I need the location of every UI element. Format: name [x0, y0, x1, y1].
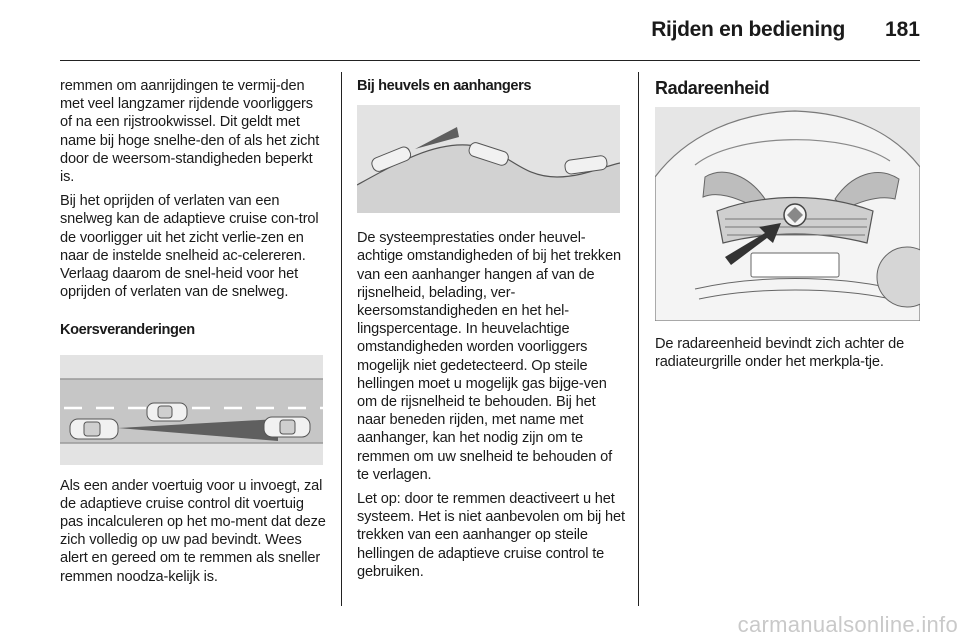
paragraph: remmen om aanrijdingen te vermij-den met veel langzamer rijdende voorliggers of na een rijstrookwissel. Dit geldt met name bij hoge snelhe-den of als het zicht door de weersom-standigheden beperkt is.: [60, 78, 320, 186]
header-divider: [60, 60, 920, 61]
paragraph: Als een ander voertuig voor u invoegt, zal de adaptieve cruise control dit voertuig pas incalculeren op het mo-ment dat deze zich volledig op uw pad bevindt. Wees alert en gereed om te remmen als sneller remmen noodza-kelijk is.: [60, 477, 326, 585]
column-divider-2: [638, 72, 639, 606]
paragraph: De systeemprestaties onder heuvel-achtige omstandigheden of bij het trekken van een aanhanger hangen af van de rijsnelheid, belading, ver-keersomstandigheden en het hel-lingspercentage. In heuvelachtige omstandigheden worden voorliggers mogelijk niet gedetecteerd. Op steile hellingen moet u mogelijk gas bijge-ven om de rijsnelheid te behouden. Bij het naar beneden rijden, met name met aanhanger, kan het nodig zijn om te remmen om uw snelheid te behouden of te verlagen.: [357, 230, 622, 483]
section-heading-radar-unit: Radareenheid: [655, 78, 770, 98]
section-title: Rijden en bediening: [651, 18, 845, 41]
watermark: carmanualsonline.info: [737, 612, 958, 637]
paragraph: De radareenheid bevindt zich achter de radiateurgrille onder het merkpla-tje.: [655, 336, 905, 371]
section-heading-hills-trailers: Bij heuvels en aanhangers: [357, 78, 532, 94]
section-heading-lane-change: Koersveranderingen: [60, 322, 195, 339]
column-3: [655, 77, 920, 371]
column-divider-1: [341, 72, 342, 606]
car-own: [70, 419, 118, 439]
column-2: [357, 77, 627, 581]
lane-change-illustration: [60, 355, 323, 465]
car-ahead: [264, 417, 310, 437]
page-number: 181: [884, 18, 920, 41]
hills-illustration: [357, 105, 620, 213]
paragraph: Let op: door te remmen deactiveert u het systeem. Het is niet aanbevolen om bij het trekken van een aanhanger op steile hellingen de adaptieve cruise control te gebruiken.: [357, 491, 625, 580]
radar-unit-photo: [655, 107, 920, 321]
paragraph: Bij het oprijden of verlaten van een snelweg kan de adaptieve cruise con-trol de voorligger uit het zicht verlie-zen en naar de instelde snelheid ac-celereren. Verlaag daarom de snel-heid voor het oprijden of verlaten van de snelweg.: [60, 193, 319, 301]
column-1: [60, 77, 328, 586]
car-merging: [147, 403, 187, 421]
license-plate-holder: [751, 253, 839, 277]
